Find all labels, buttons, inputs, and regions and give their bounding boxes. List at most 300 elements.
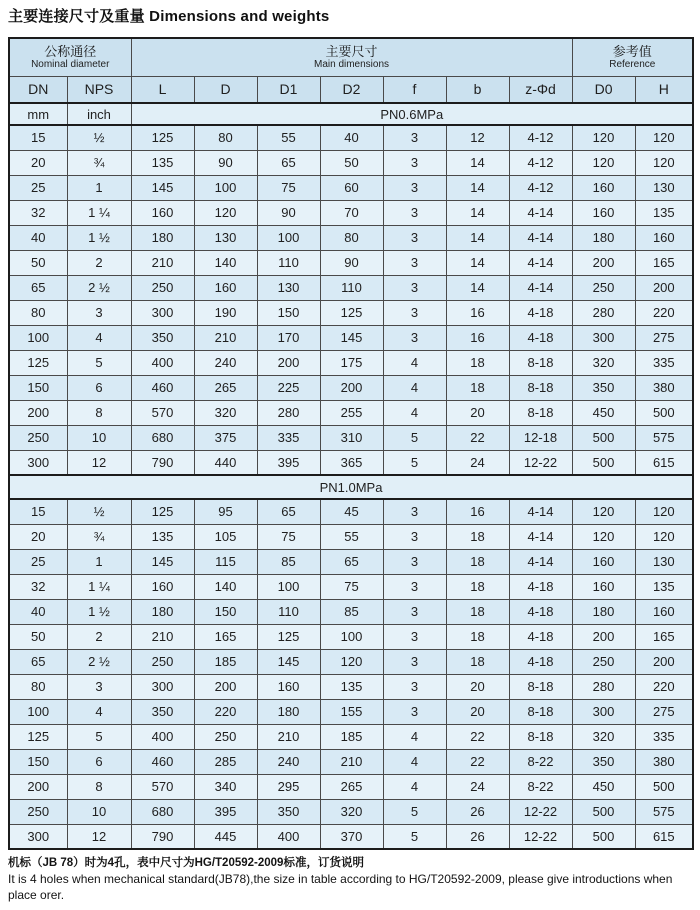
unit-inch: inch xyxy=(67,103,131,125)
table-cell: 4-14 xyxy=(509,499,572,524)
table-cell: 3 xyxy=(383,699,446,724)
table-cell: 4 xyxy=(383,774,446,799)
table-cell: 3 xyxy=(383,674,446,699)
table-cell: 16 xyxy=(446,325,509,350)
table-cell: 120 xyxy=(572,499,635,524)
col-group-main-dimensions xyxy=(131,38,572,76)
table-cell: 575 xyxy=(635,425,693,450)
table-cell: 20 xyxy=(446,699,509,724)
table-cell: 320 xyxy=(194,400,257,425)
table-cell: 350 xyxy=(131,325,194,350)
table-cell: 320 xyxy=(572,724,635,749)
table-cell: 125 xyxy=(257,624,320,649)
table-cell: 225 xyxy=(257,375,320,400)
table-cell: 165 xyxy=(194,624,257,649)
table-cell: 120 xyxy=(320,649,383,674)
table-cell: 575 xyxy=(635,799,693,824)
table-cell: 200 xyxy=(257,350,320,375)
table-cell: 5 xyxy=(383,799,446,824)
table-cell: 8 xyxy=(67,400,131,425)
table-cell: 15 xyxy=(9,499,67,524)
table-cell: 295 xyxy=(257,774,320,799)
table-cell: 135 xyxy=(635,200,693,225)
table-cell: 120 xyxy=(635,499,693,524)
table-cell: 40 xyxy=(9,225,67,250)
table-cell: 18 xyxy=(446,574,509,599)
table-row xyxy=(9,599,693,624)
table-cell: 5 xyxy=(383,450,446,475)
table-cell: 200 xyxy=(194,674,257,699)
table-cell: 65 xyxy=(257,499,320,524)
table-cell: 125 xyxy=(9,724,67,749)
table-cell: 3 xyxy=(383,125,446,150)
table-row xyxy=(9,649,693,674)
table-cell: 1 xyxy=(67,549,131,574)
table-cell: 110 xyxy=(320,275,383,300)
table-row xyxy=(9,225,693,250)
table-cell: 250 xyxy=(194,724,257,749)
table-cell: 8-22 xyxy=(509,749,572,774)
table-cell: 200 xyxy=(635,275,693,300)
table-cell: 160 xyxy=(257,674,320,699)
table-cell: 145 xyxy=(131,175,194,200)
table-cell: 150 xyxy=(9,749,67,774)
table-cell: 140 xyxy=(194,250,257,275)
table-cell: 3 xyxy=(383,325,446,350)
group-label-en: Nominal diameter xyxy=(31,59,110,71)
table-cell: 500 xyxy=(635,774,693,799)
table-cell: 220 xyxy=(194,699,257,724)
table-cell: 680 xyxy=(131,799,194,824)
table-cell: 160 xyxy=(635,225,693,250)
table-cell: 460 xyxy=(131,749,194,774)
table-cell: 500 xyxy=(635,400,693,425)
table-row xyxy=(9,150,693,175)
table-cell: 3 xyxy=(383,599,446,624)
table-cell: 180 xyxy=(131,225,194,250)
table-cell: 8-22 xyxy=(509,774,572,799)
table-cell: 22 xyxy=(446,749,509,774)
table-cell: 210 xyxy=(257,724,320,749)
table-cell: 4 xyxy=(383,375,446,400)
footnote-en: It is 4 holes when mechanical standard(JB78),the size in table according to HG/T20592-2009, please give introductions when place orer. xyxy=(8,872,673,902)
table-row xyxy=(9,450,693,475)
table-cell: 440 xyxy=(194,450,257,475)
table-cell: 3 xyxy=(383,499,446,524)
table-cell: 250 xyxy=(131,275,194,300)
table-cell: 4 xyxy=(67,699,131,724)
table-cell: 250 xyxy=(9,799,67,824)
table-cell: 395 xyxy=(194,799,257,824)
table-cell: 4-18 xyxy=(509,300,572,325)
table-cell: 18 xyxy=(446,350,509,375)
table-cell: 120 xyxy=(635,150,693,175)
table-cell: 14 xyxy=(446,275,509,300)
table-cell: 310 xyxy=(320,425,383,450)
column-header-nps: NPS xyxy=(67,76,131,103)
column-header-d0: D0 xyxy=(572,76,635,103)
table-cell: 3 xyxy=(383,225,446,250)
table-cell: 1 ½ xyxy=(67,599,131,624)
unit-row xyxy=(9,103,693,125)
table-cell: 3 xyxy=(383,175,446,200)
table-row xyxy=(9,325,693,350)
table-cell: 350 xyxy=(131,699,194,724)
table-row xyxy=(9,400,693,425)
table-cell: 120 xyxy=(572,150,635,175)
table-cell: 130 xyxy=(635,549,693,574)
table-cell: 200 xyxy=(320,375,383,400)
group-label-zh: 公称通径 xyxy=(44,44,97,60)
table-cell: 12-22 xyxy=(509,450,572,475)
table-cell: 3 xyxy=(383,524,446,549)
table-cell: 100 xyxy=(320,624,383,649)
table-cell: 400 xyxy=(131,724,194,749)
table-cell: 1 ½ xyxy=(67,225,131,250)
section-label-pn10: PN1.0MPa xyxy=(9,475,693,499)
table-cell: 160 xyxy=(572,175,635,200)
table-cell: 4-18 xyxy=(509,649,572,674)
group-label-en: Main dimensions xyxy=(313,59,390,71)
table-cell: 90 xyxy=(257,200,320,225)
table-row xyxy=(9,774,693,799)
table-cell: 170 xyxy=(257,325,320,350)
table-cell: ¾ xyxy=(67,150,131,175)
footnotes xyxy=(8,856,692,903)
column-header-d: D xyxy=(194,76,257,103)
group-label-en: Reference xyxy=(609,59,656,71)
table-cell: 240 xyxy=(194,350,257,375)
table-cell: 3 xyxy=(383,300,446,325)
column-header-l: L xyxy=(131,76,194,103)
table-cell: 100 xyxy=(257,574,320,599)
col-group-nominal-diameter xyxy=(9,38,131,76)
table-cell: 4-18 xyxy=(509,574,572,599)
table-cell: ½ xyxy=(67,499,131,524)
table-row xyxy=(9,799,693,824)
table-cell: 125 xyxy=(320,300,383,325)
table-cell: 335 xyxy=(257,425,320,450)
table-cell: 18 xyxy=(446,649,509,674)
table-cell: 105 xyxy=(194,524,257,549)
section-divider-row xyxy=(9,475,693,499)
table-cell: 335 xyxy=(635,350,693,375)
table-cell: 130 xyxy=(194,225,257,250)
table-cell: 180 xyxy=(572,225,635,250)
table-cell: 4 xyxy=(383,724,446,749)
table-cell: 32 xyxy=(9,200,67,225)
table-cell: 130 xyxy=(635,175,693,200)
table-cell: 14 xyxy=(446,175,509,200)
table-cell: 395 xyxy=(257,450,320,475)
table-cell: 300 xyxy=(9,824,67,849)
table-cell: 100 xyxy=(9,325,67,350)
table-cell: 4-14 xyxy=(509,524,572,549)
table-cell: 65 xyxy=(257,150,320,175)
table-cell: 100 xyxy=(194,175,257,200)
column-header-dn: DN xyxy=(9,76,67,103)
table-cell: 280 xyxy=(572,300,635,325)
table-cell: 210 xyxy=(131,250,194,275)
table-cell: 3 xyxy=(383,150,446,175)
table-cell: 45 xyxy=(320,499,383,524)
col-group-reference xyxy=(572,38,693,76)
column-header-b: b xyxy=(446,76,509,103)
table-cell: 12-18 xyxy=(509,425,572,450)
table-cell: 265 xyxy=(320,774,383,799)
table-cell: 18 xyxy=(446,549,509,574)
group-header-row xyxy=(9,38,693,76)
table-cell: 160 xyxy=(572,574,635,599)
table-cell: 250 xyxy=(572,649,635,674)
table-cell: 120 xyxy=(572,125,635,150)
table-cell: 12-22 xyxy=(509,824,572,849)
table-cell: 25 xyxy=(9,549,67,574)
table-cell: 370 xyxy=(320,824,383,849)
table-cell: 285 xyxy=(194,749,257,774)
table-row xyxy=(9,175,693,200)
table-cell: 8-18 xyxy=(509,375,572,400)
table-cell: 3 xyxy=(67,300,131,325)
table-cell: 55 xyxy=(320,524,383,549)
table-cell: 4-14 xyxy=(509,200,572,225)
table-cell: 160 xyxy=(194,275,257,300)
table-cell: 80 xyxy=(320,225,383,250)
table-row xyxy=(9,724,693,749)
table-cell: 70 xyxy=(320,200,383,225)
table-cell: 12 xyxy=(67,824,131,849)
table-cell: 255 xyxy=(320,400,383,425)
unit-mm: mm xyxy=(9,103,67,125)
table-cell: 3 xyxy=(383,250,446,275)
table-cell: 150 xyxy=(194,599,257,624)
table-cell: 140 xyxy=(194,574,257,599)
table-cell: 8-18 xyxy=(509,400,572,425)
table-cell: 12 xyxy=(446,125,509,150)
table-row xyxy=(9,250,693,275)
table-cell: 125 xyxy=(131,499,194,524)
table-cell: 200 xyxy=(9,774,67,799)
dimensions-table xyxy=(8,37,694,850)
section-label-pn06: PN0.6MPa xyxy=(131,103,693,125)
table-cell: 8 xyxy=(67,774,131,799)
table-cell: 200 xyxy=(635,649,693,674)
table-cell: 135 xyxy=(635,574,693,599)
table-cell: 790 xyxy=(131,824,194,849)
table-cell: 26 xyxy=(446,799,509,824)
table-cell: 8-18 xyxy=(509,724,572,749)
table-cell: 500 xyxy=(572,824,635,849)
table-cell: 24 xyxy=(446,450,509,475)
table-cell: 3 xyxy=(383,649,446,674)
table-cell: 445 xyxy=(194,824,257,849)
table-cell: 180 xyxy=(131,599,194,624)
table-cell: 450 xyxy=(572,774,635,799)
table-cell: 6 xyxy=(67,375,131,400)
table-cell: 210 xyxy=(194,325,257,350)
table-cell: 3 xyxy=(67,674,131,699)
table-cell: 22 xyxy=(446,425,509,450)
table-cell: 4-18 xyxy=(509,325,572,350)
column-header-h: H xyxy=(635,76,693,103)
table-cell: 15 xyxy=(9,125,67,150)
table-cell: 450 xyxy=(572,400,635,425)
table-cell: 190 xyxy=(194,300,257,325)
table-cell: 1 xyxy=(67,175,131,200)
table-cell: 500 xyxy=(572,425,635,450)
table-cell: 110 xyxy=(257,250,320,275)
table-cell: 32 xyxy=(9,574,67,599)
table-cell: 25 xyxy=(9,175,67,200)
table-cell: 165 xyxy=(635,624,693,649)
table-cell: 80 xyxy=(9,300,67,325)
table-cell: 115 xyxy=(194,549,257,574)
table-cell: 1 ¼ xyxy=(67,200,131,225)
table-cell: 20 xyxy=(446,400,509,425)
table-cell: 5 xyxy=(67,724,131,749)
table-cell: 4-12 xyxy=(509,175,572,200)
table-cell: 4-14 xyxy=(509,225,572,250)
table-cell: 320 xyxy=(320,799,383,824)
table-row xyxy=(9,125,693,150)
table-cell: 100 xyxy=(257,225,320,250)
table-cell: 120 xyxy=(635,125,693,150)
table-cell: 2 xyxy=(67,250,131,275)
table-cell: 145 xyxy=(257,649,320,674)
table-row xyxy=(9,749,693,774)
table-cell: 135 xyxy=(131,150,194,175)
table-cell: 85 xyxy=(320,599,383,624)
table-cell: 125 xyxy=(131,125,194,150)
table-cell: 26 xyxy=(446,824,509,849)
table-cell: ¾ xyxy=(67,524,131,549)
table-cell: 3 xyxy=(383,574,446,599)
table-row xyxy=(9,549,693,574)
table-cell: 160 xyxy=(635,599,693,624)
table-cell: 24 xyxy=(446,774,509,799)
table-cell: 80 xyxy=(9,674,67,699)
table-cell: 155 xyxy=(320,699,383,724)
table-cell: 120 xyxy=(572,524,635,549)
table-cell: 90 xyxy=(320,250,383,275)
table-cell: 4 xyxy=(383,400,446,425)
table-cell: 80 xyxy=(194,125,257,150)
table-cell: 135 xyxy=(131,524,194,549)
table-row xyxy=(9,200,693,225)
table-cell: 380 xyxy=(635,375,693,400)
table-cell: 125 xyxy=(9,350,67,375)
table-cell: 335 xyxy=(635,724,693,749)
table-cell: 14 xyxy=(446,250,509,275)
table-cell: 680 xyxy=(131,425,194,450)
table-cell: 570 xyxy=(131,774,194,799)
table-cell: 615 xyxy=(635,824,693,849)
table-cell: 65 xyxy=(9,275,67,300)
table-row xyxy=(9,824,693,849)
table-cell: 150 xyxy=(257,300,320,325)
table-cell: 145 xyxy=(320,325,383,350)
table-cell: 18 xyxy=(446,375,509,400)
table-cell: 460 xyxy=(131,375,194,400)
table-cell: 300 xyxy=(572,699,635,724)
table-cell: 3 xyxy=(383,624,446,649)
table-cell: 50 xyxy=(9,250,67,275)
table-cell: 4-14 xyxy=(509,549,572,574)
table-cell: 185 xyxy=(320,724,383,749)
table-cell: 160 xyxy=(131,200,194,225)
table-cell: 300 xyxy=(572,325,635,350)
table-cell: 3 xyxy=(383,275,446,300)
table-cell: 55 xyxy=(257,125,320,150)
table-cell: 40 xyxy=(9,599,67,624)
table-cell: 4 xyxy=(383,749,446,774)
table-cell: 16 xyxy=(446,300,509,325)
group-label-zh: 参考值 xyxy=(612,44,652,60)
table-cell: 8-18 xyxy=(509,350,572,375)
table-cell: 5 xyxy=(383,824,446,849)
table-cell: 320 xyxy=(572,350,635,375)
table-cell: 185 xyxy=(194,649,257,674)
table-cell: 4-14 xyxy=(509,250,572,275)
table-cell: 2 xyxy=(67,624,131,649)
table-cell: 1 ¼ xyxy=(67,574,131,599)
table-cell: 2 ½ xyxy=(67,649,131,674)
table-cell: 75 xyxy=(320,574,383,599)
table-body xyxy=(9,125,693,849)
table-cell: ½ xyxy=(67,125,131,150)
table-cell: 10 xyxy=(67,425,131,450)
table-cell: 50 xyxy=(9,624,67,649)
table-cell: 350 xyxy=(257,799,320,824)
table-cell: 4 xyxy=(67,325,131,350)
table-cell: 400 xyxy=(257,824,320,849)
table-cell: 220 xyxy=(635,300,693,325)
column-header-f: f xyxy=(383,76,446,103)
table-cell: 75 xyxy=(257,175,320,200)
table-cell: 14 xyxy=(446,225,509,250)
table-cell: 200 xyxy=(572,250,635,275)
table-cell: 375 xyxy=(194,425,257,450)
page-title: 主要连接尺寸及重量 Dimensions and weights xyxy=(8,8,330,25)
table-row xyxy=(9,674,693,699)
table-cell: 210 xyxy=(320,749,383,774)
table-cell: 160 xyxy=(572,200,635,225)
table-cell: 275 xyxy=(635,699,693,724)
table-cell: 85 xyxy=(257,549,320,574)
table-row xyxy=(9,375,693,400)
table-cell: 4-12 xyxy=(509,125,572,150)
table-cell: 135 xyxy=(320,674,383,699)
table-cell: 220 xyxy=(635,674,693,699)
column-header-d1: D1 xyxy=(257,76,320,103)
table-cell: 120 xyxy=(635,524,693,549)
table-cell: 4-12 xyxy=(509,150,572,175)
table-cell: 12 xyxy=(67,450,131,475)
table-cell: 180 xyxy=(257,699,320,724)
table-cell: 18 xyxy=(446,624,509,649)
table-cell: 365 xyxy=(320,450,383,475)
table-cell: 8-18 xyxy=(509,699,572,724)
table-cell: 120 xyxy=(194,200,257,225)
table-row xyxy=(9,524,693,549)
table-cell: 130 xyxy=(257,275,320,300)
table-cell: 280 xyxy=(572,674,635,699)
table-cell: 4-18 xyxy=(509,599,572,624)
table-cell: 16 xyxy=(446,499,509,524)
table-cell: 4-14 xyxy=(509,275,572,300)
table-cell: 50 xyxy=(320,150,383,175)
table-cell: 250 xyxy=(131,649,194,674)
